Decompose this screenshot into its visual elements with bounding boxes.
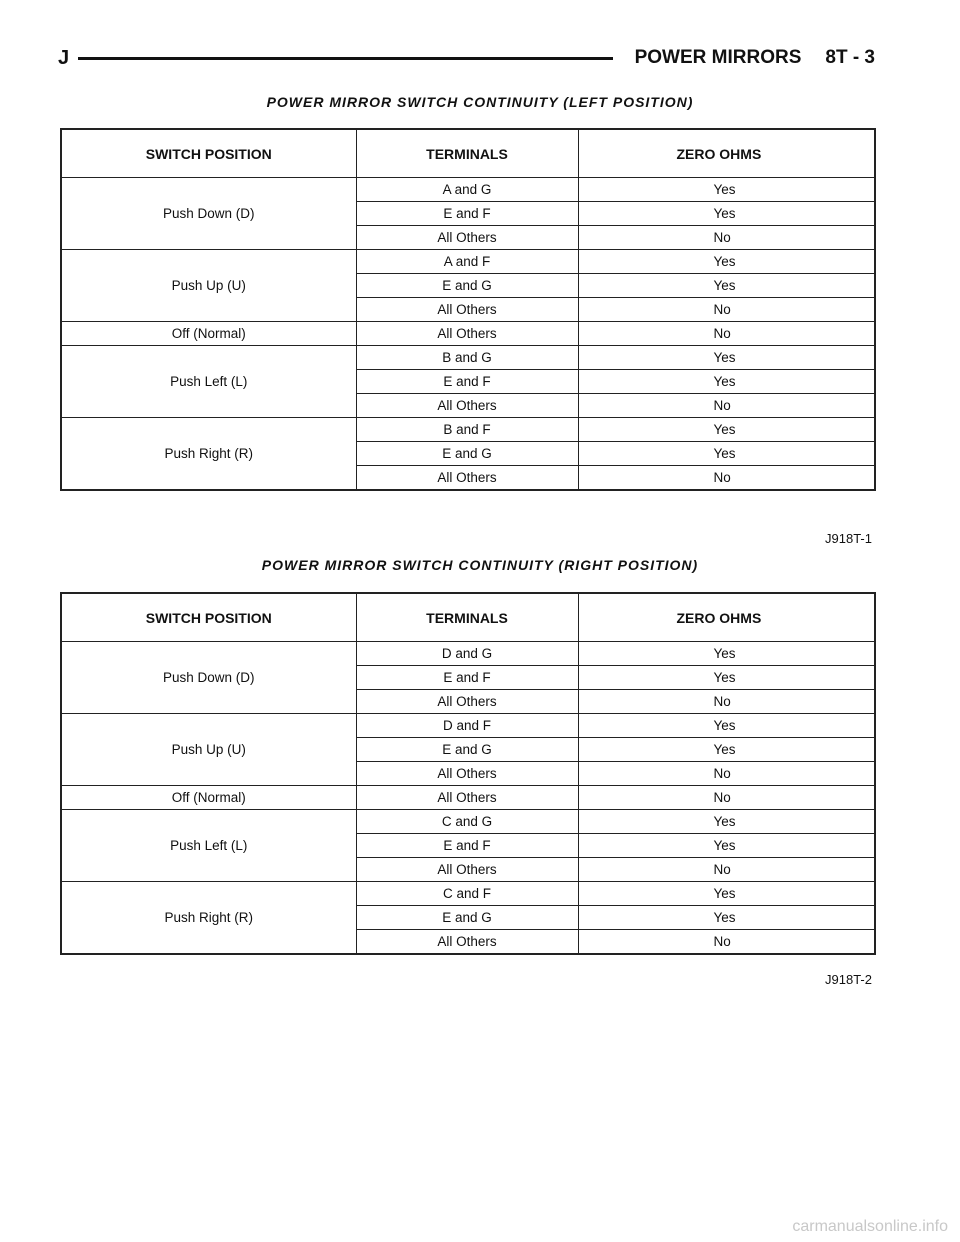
terminals-cell: All Others (356, 322, 578, 346)
terminals-cell: All Others (356, 298, 578, 322)
zero-ohms-cell: Yes (578, 714, 875, 738)
switch-position-cell: Push Up (U) (61, 250, 356, 322)
zero-ohms-cell: Yes (578, 346, 875, 370)
zero-ohms-cell: Yes (578, 370, 875, 394)
terminals-cell: B and G (356, 346, 578, 370)
continuity-table-left (60, 128, 876, 491)
continuity-table-right (60, 592, 876, 955)
zero-ohms-cell: Yes (578, 418, 875, 442)
switch-position-cell: Push Right (R) (61, 882, 356, 955)
zero-ohms-cell: No (578, 786, 875, 810)
zero-ohms-cell: Yes (578, 250, 875, 274)
zero-ohms-cell: No (578, 858, 875, 882)
zero-ohms-cell: Yes (578, 666, 875, 690)
zero-ohms-cell: No (578, 930, 875, 955)
switch-position-cell: Push Left (L) (61, 810, 356, 882)
table-row (61, 810, 875, 834)
table-row (61, 178, 875, 202)
terminals-cell: B and F (356, 418, 578, 442)
switch-position-cell: Off (Normal) (61, 786, 356, 810)
header-terminals: TERMINALS (356, 593, 578, 642)
terminals-cell: All Others (356, 690, 578, 714)
zero-ohms-cell: Yes (578, 834, 875, 858)
terminals-cell: D and G (356, 642, 578, 666)
figure-id-right: J918T-2 (825, 972, 872, 987)
header-rule (78, 57, 613, 60)
terminals-cell: All Others (356, 786, 578, 810)
terminals-cell: D and F (356, 714, 578, 738)
table-row (61, 786, 875, 810)
terminals-cell: E and G (356, 442, 578, 466)
zero-ohms-cell: Yes (578, 738, 875, 762)
terminals-cell: All Others (356, 930, 578, 955)
switch-position-cell: Push Up (U) (61, 714, 356, 786)
table-caption-left: POWER MIRROR SWITCH CONTINUITY (LEFT POSITION) (266, 94, 694, 110)
zero-ohms-cell: No (578, 226, 875, 250)
zero-ohms-cell: Yes (578, 178, 875, 202)
table-row (61, 250, 875, 274)
terminals-cell: A and G (356, 178, 578, 202)
zero-ohms-cell: No (578, 394, 875, 418)
page-header (58, 46, 875, 70)
zero-ohms-cell: Yes (578, 810, 875, 834)
terminals-cell: E and F (356, 202, 578, 226)
zero-ohms-cell: Yes (578, 882, 875, 906)
switch-position-cell: Push Down (D) (61, 642, 356, 714)
zero-ohms-cell: Yes (578, 906, 875, 930)
table-header-row (61, 593, 875, 642)
terminals-cell: E and G (356, 738, 578, 762)
zero-ohms-cell: Yes (578, 642, 875, 666)
zero-ohms-cell: Yes (578, 442, 875, 466)
table-caption-right: POWER MIRROR SWITCH CONTINUITY (RIGHT POSITION) (261, 557, 699, 573)
zero-ohms-cell: Yes (578, 202, 875, 226)
table-header-row (61, 129, 875, 178)
header-switch-position: SWITCH POSITION (61, 593, 356, 642)
header-zero-ohms: ZERO OHMS (578, 593, 875, 642)
terminals-cell: All Others (356, 858, 578, 882)
header-terminals: TERMINALS (356, 129, 578, 178)
terminals-cell: E and G (356, 906, 578, 930)
zero-ohms-cell: No (578, 322, 875, 346)
figure-id-left: J918T-1 (825, 531, 872, 546)
header-title-block (635, 46, 875, 70)
switch-position-cell: Push Left (L) (61, 346, 356, 418)
switch-position-cell: Push Down (D) (61, 178, 356, 250)
page-number: 8T - 3 (825, 47, 875, 68)
table-row (61, 882, 875, 906)
zero-ohms-cell: No (578, 762, 875, 786)
section-title: POWER MIRRORS (634, 47, 802, 68)
terminals-cell: E and F (356, 834, 578, 858)
switch-position-cell: Off (Normal) (61, 322, 356, 346)
zero-ohms-cell: No (578, 690, 875, 714)
header-zero-ohms: ZERO OHMS (578, 129, 875, 178)
table-row (61, 418, 875, 442)
header-switch-position: SWITCH POSITION (61, 129, 356, 178)
terminals-cell: C and F (356, 882, 578, 906)
table-row (61, 642, 875, 666)
table-row (61, 322, 875, 346)
terminals-cell: E and G (356, 274, 578, 298)
terminals-cell: A and F (356, 250, 578, 274)
switch-position-cell: Push Right (R) (61, 418, 356, 491)
terminals-cell: E and F (356, 370, 578, 394)
table-row (61, 346, 875, 370)
terminals-cell: All Others (356, 394, 578, 418)
table-row (61, 714, 875, 738)
zero-ohms-cell: No (578, 466, 875, 491)
watermark: carmanualsonline.info (792, 1218, 948, 1235)
terminals-cell: All Others (356, 762, 578, 786)
zero-ohms-cell: No (578, 298, 875, 322)
terminals-cell: All Others (356, 466, 578, 491)
zero-ohms-cell: Yes (578, 274, 875, 298)
section-letter: J (58, 47, 70, 69)
terminals-cell: E and F (356, 666, 578, 690)
terminals-cell: C and G (356, 810, 578, 834)
terminals-cell: All Others (356, 226, 578, 250)
